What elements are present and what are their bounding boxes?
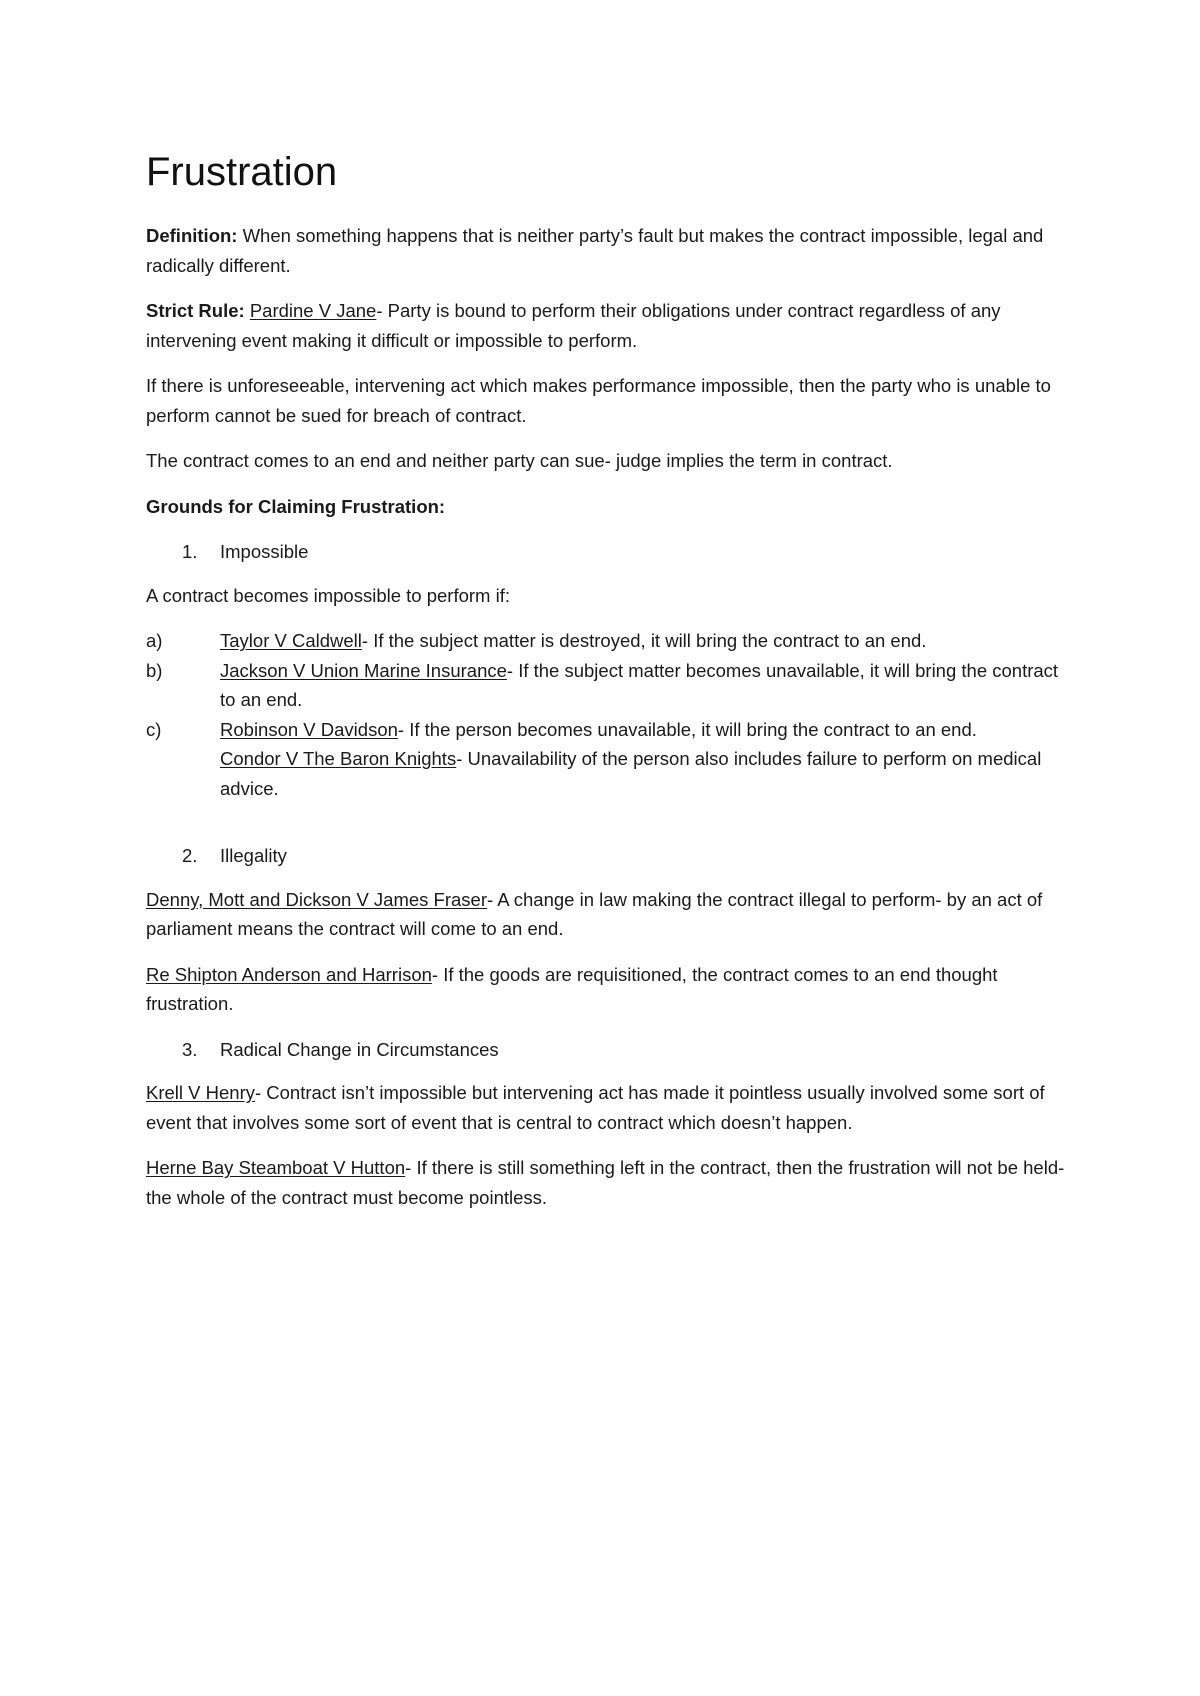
list-item bbox=[146, 626, 1066, 656]
sub-case bbox=[220, 744, 1066, 803]
case-text: - Unavailability of the person also includes failure to perform on medical advice. bbox=[220, 748, 1042, 799]
ground-label: Radical Change in Circumstances bbox=[220, 1038, 499, 1060]
list-item bbox=[146, 715, 1066, 804]
strict-rule-label: Strict Rule: bbox=[146, 300, 245, 321]
impossible-intro: A contract becomes impossible to perform if: bbox=[146, 584, 510, 606]
spacer bbox=[146, 819, 1066, 841]
case-name: Pardine V Jane bbox=[249, 300, 377, 321]
case-text: - If the person becomes unavailable, it will bring the contract to an end. bbox=[397, 718, 977, 740]
page-title: Frustration bbox=[146, 150, 338, 194]
case-paragraph bbox=[146, 1153, 1066, 1212]
strict-rule-paragraph bbox=[146, 296, 1066, 355]
list-marker: b) bbox=[146, 659, 163, 681]
ground-item-illegality bbox=[146, 841, 1066, 871]
case-name: Taylor V Caldwell bbox=[220, 630, 362, 651]
case-name: Robinson V Davidson bbox=[220, 718, 398, 740]
ground-item-radical-change bbox=[146, 1035, 1066, 1065]
ground-label: Impossible bbox=[220, 541, 309, 562]
ground-item-impossible bbox=[146, 537, 1066, 567]
case-name: Re Shipton Anderson and Harrison bbox=[146, 963, 432, 985]
case-text: - If there is still something left in the contract, then the frustration will not be held- the whole of the contract must become pointless. bbox=[146, 1157, 1065, 1208]
definition-paragraph bbox=[146, 221, 1066, 280]
list-marker: 2. bbox=[182, 845, 198, 866]
case-name: Jackson V Union Marine Insurance bbox=[220, 659, 507, 681]
definition-label: Definition: bbox=[146, 225, 238, 246]
case-text: - If the subject matter becomes unavailable, it will bring the contract to an end. bbox=[220, 659, 1059, 710]
grounds-heading: Grounds for Claiming Frustration: bbox=[146, 495, 446, 517]
case-name: Herne Bay Steamboat V Hutton bbox=[146, 1157, 406, 1178]
list-item bbox=[146, 656, 1066, 715]
unforeseeable-paragraph: If there is unforeseeable, intervening act which makes performance impossible, then the party who is unable to perform cannot be sued for breach of contract. bbox=[146, 375, 1051, 426]
document-page bbox=[146, 145, 1066, 1228]
list-marker: 1. bbox=[182, 541, 198, 562]
definition-text: When something happens that is neither party’s fault but makes the contract impossible, legal and radically different. bbox=[146, 225, 1044, 276]
contract-end-paragraph: The contract comes to an end and neither party can sue- judge implies the term in contract. bbox=[146, 450, 893, 471]
list-marker: a) bbox=[146, 630, 163, 651]
case-name: Condor V The Baron Knights bbox=[220, 748, 457, 769]
list-marker: 3. bbox=[182, 1038, 198, 1060]
case-text: - If the goods are requisitioned, the contract comes to an end thought frustration. bbox=[146, 963, 998, 1014]
ground-label: Illegality bbox=[220, 845, 287, 866]
case-name: Krell V Henry bbox=[146, 1082, 255, 1103]
case-text: - If the subject matter is destroyed, it will bring the contract to an end. bbox=[361, 630, 927, 651]
impossible-case-list bbox=[146, 626, 1066, 803]
strict-rule-text: - Party is bound to perform their obligations under contract regardless of any intervening event making it difficult or impossible to perform. bbox=[146, 300, 1001, 351]
case-paragraph bbox=[146, 1078, 1066, 1137]
case-name: Denny, Mott and Dickson V James Fraser bbox=[146, 888, 488, 910]
case-text: - A change in law making the contract illegal to perform- by an act of parliament means the contract will come to an end. bbox=[146, 888, 1043, 939]
list-marker: c) bbox=[146, 718, 162, 740]
case-paragraph bbox=[146, 885, 1066, 944]
case-paragraph bbox=[146, 960, 1066, 1019]
case-text: - Contract isn’t impossible but intervening act has made it pointless usually involved some sort of event that involves some sort of event that is central to contract which doesn’t happen. bbox=[146, 1082, 1045, 1133]
